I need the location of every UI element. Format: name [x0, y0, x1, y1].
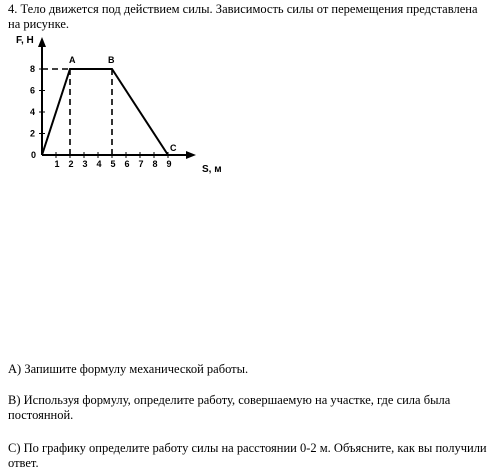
force-line — [42, 69, 168, 155]
y-tick-label-8: 8 — [29, 64, 35, 74]
y-axis-arrow — [38, 37, 46, 47]
origin-label: 0 — [30, 150, 36, 160]
x-tick-label-4: 4 — [96, 159, 102, 169]
dashed-guides — [42, 69, 112, 155]
y-tick-label-2: 2 — [29, 128, 35, 139]
x-tick-label-3: 3 — [82, 159, 88, 169]
x-axis-arrow — [186, 151, 196, 159]
axes — [38, 37, 196, 159]
x-tick-label-9: 9 — [166, 159, 172, 169]
point-label-b: B — [108, 55, 115, 65]
graph-svg — [0, 30, 260, 180]
x-tick-label-7: 7 — [138, 159, 144, 169]
question-a: А) Запишите формулу механической работы. — [8, 362, 249, 376]
x-tick-label-5: 5 — [110, 159, 116, 169]
point-label-a: A — [69, 55, 76, 65]
x-tick-label-1: 1 — [54, 159, 60, 169]
force-displacement-graph — [0, 30, 260, 180]
y-tick-label-6: 6 — [29, 85, 35, 96]
y-tick-label-4: 4 — [29, 107, 35, 117]
x-tick-label-6: 6 — [124, 159, 130, 169]
question-b: В) Используя формулу, определите работу, совершаемую на участке, где сила была постоянной. — [8, 393, 451, 422]
ticks — [30, 64, 172, 169]
series — [42, 69, 168, 155]
x-axis-label: S, м — [202, 164, 222, 175]
question-c: С) По графику определите работу силы на расстоянии 0-2 м. Объясните, как вы получили ответ. — [8, 441, 487, 470]
x-tick-label-8: 8 — [152, 159, 158, 169]
y-axis-label: F, Н — [16, 35, 34, 46]
problem-statement: 4. Тело движется под действием силы. Зависимость силы от перемещения представлена на рисунке. — [8, 2, 478, 31]
x-tick-label-2: 2 — [68, 159, 74, 169]
point-label-c: C — [170, 143, 177, 153]
